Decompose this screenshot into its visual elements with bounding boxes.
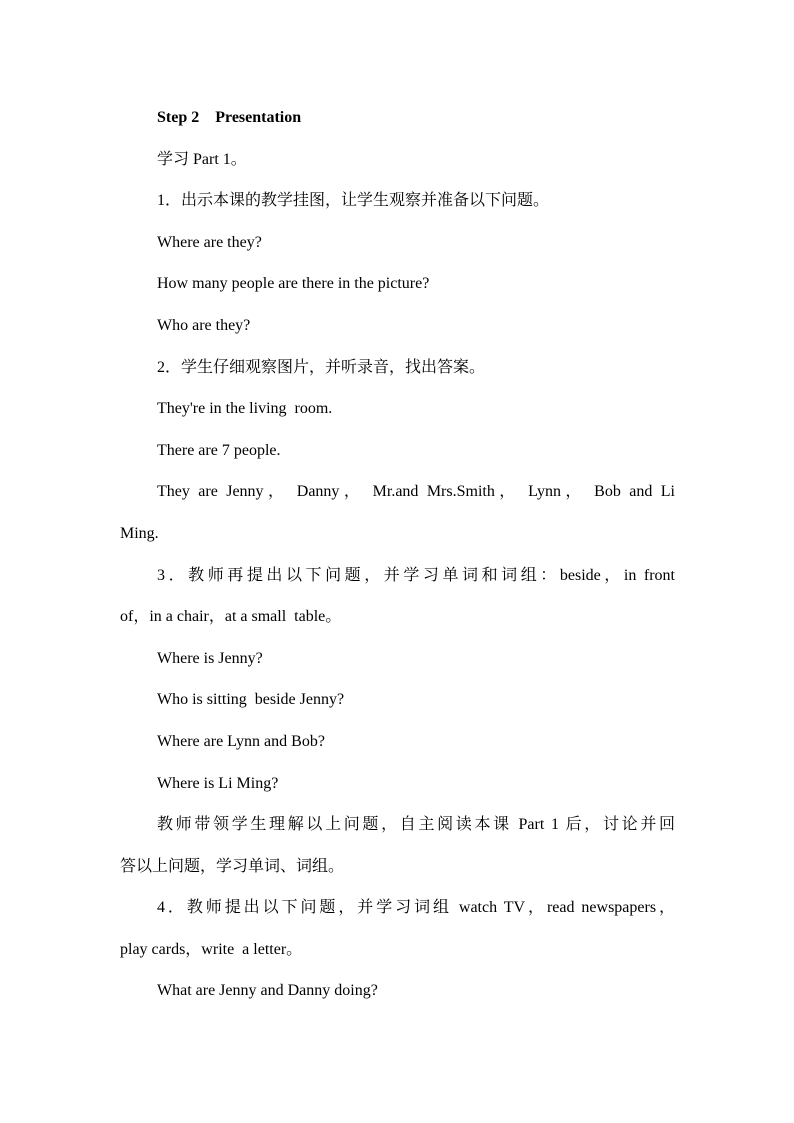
answer-seven-people: There are 7 people.: [157, 441, 281, 459]
question-how-many-people: How many people are there in the picture?: [157, 275, 430, 293]
paragraph-item-4-line-2: play cards，write a letter。: [120, 940, 303, 958]
paragraph-item-3-line-1: 3．教师再提出以下问题，并学习单词和词组：beside，in front: [157, 566, 675, 584]
document-body: [120, 97, 675, 1012]
paragraph-teacher-guide-line-2: 答以上问题，学习单词、词组。: [120, 857, 345, 875]
question-who-are-they: Who are they?: [157, 316, 251, 334]
paragraph-item-4-line-1: 4．教师提出以下问题，并学习词组 watch TV，read newspapers，: [157, 899, 675, 917]
question-where-lynn-bob: Where are Lynn and Bob?: [157, 732, 325, 750]
step-heading: Step 2 Presentation: [157, 109, 302, 126]
question-jenny-danny-doing: What are Jenny and Danny doing?: [157, 982, 378, 1000]
answer-names-line-2: Ming.: [120, 524, 159, 542]
paragraph-item-3-line-2: of，in a chair，at a small table。: [120, 608, 342, 626]
question-where-is-jenny: Where is Jenny?: [157, 649, 263, 667]
answer-living-room: They're in the living room.: [157, 400, 333, 418]
paragraph-teacher-guide-line-1: 教师带领学生理解以上问题，自主阅读本课 Part 1 后，讨论并回: [157, 816, 675, 834]
question-who-is-sitting: Who is sitting beside Jenny?: [157, 691, 345, 709]
paragraph-item-2: 2．学生仔细观察图片，并听录音，找出答案。: [157, 358, 486, 376]
paragraph-item-1: 1．出示本课的教学挂图，让学生观察并准备以下问题。: [157, 192, 550, 210]
paragraph-study-part1: 学习 Part 1。: [157, 150, 247, 168]
question-where-are-they: Where are they?: [157, 233, 262, 251]
answer-names-line-1: They are Jenny， Danny， Mr.and Mrs.Smith， Lynn， Bob and Li: [157, 483, 675, 501]
question-where-li-ming: Where is Li Ming?: [157, 774, 279, 792]
